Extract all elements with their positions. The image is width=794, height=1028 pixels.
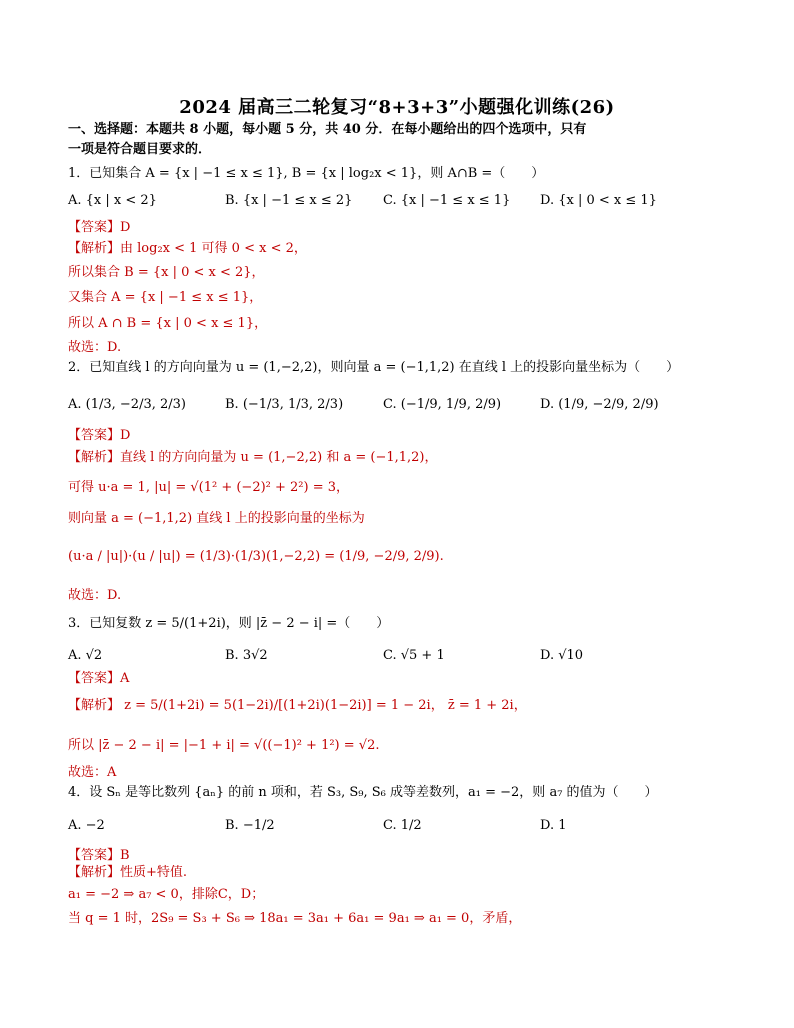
q2-option-b: B. (−1/3, 1/3, 2/3) [225, 397, 344, 412]
q2-analysis-1: 【解析】直线 l 的方向向量为 u = (1,−2,2) 和 a = (−1,1,2)， [68, 450, 438, 465]
q4-option-d: D. 1 [540, 818, 567, 833]
section-heading-line2: 一项是符合题目要求的． [68, 142, 212, 157]
q4-option-a: A. −2 [68, 818, 105, 833]
q1-answer: 【答案】D [68, 220, 131, 235]
q1-analysis-3: 又集合 A = {x | −1 ≤ x ≤ 1}， [68, 290, 263, 305]
q4-answer: 【答案】B [68, 848, 130, 863]
q4-analysis-1: 【解析】性质+特值. [68, 865, 188, 880]
q2-option-c: C. (−1/9, 1/9, 2/9) [383, 397, 502, 412]
q1-option-a: A. {x | x < 2} [68, 193, 157, 208]
q2-option-d: D. (1/9, −2/9, 2/9) [540, 397, 659, 412]
q2-analysis-2: 可得 u·a = 1, |u| = √(1² + (−2)² + 2²) = 3， [68, 480, 350, 495]
q3-answer: 【答案】A [68, 671, 130, 686]
q1-analysis-5: 故选：D. [68, 340, 122, 355]
q3-analysis-2: 所以 |z̄ − 2 − i| = |−1 + i| = √((−1)² + 1²) = √2. [68, 738, 380, 753]
q3-option-b: B. 3√2 [225, 648, 268, 663]
section-heading-line1: 一、选择题：本题共 8 小题，每小题 5 分，共 40 分．在每小题给出的四个选项中，只有 [68, 122, 587, 137]
q2-analysis-3: 则向量 a = (−1,1,2) 直线 l 上的投影向量的坐标为 [68, 511, 365, 526]
q1-stem: 1．已知集合 A = {x | −1 ≤ x ≤ 1}, B = {x | log₂x < 1}，则 A∩B =（ ） [68, 166, 545, 181]
q1-analysis-1: 【解析】由 log₂x < 1 可得 0 < x < 2， [68, 241, 307, 256]
q2-analysis-4: (u·a / |u|)·(u / |u|) = (1/3)·(1/3)(1,−2,2) = (1/9, −2/9, 2/9). [68, 549, 444, 564]
q2-analysis-5: 故选：D. [68, 588, 122, 603]
q3-analysis-3: 故选：A [68, 765, 117, 780]
q2-option-a: A. (1/3, −2/3, 2/3) [68, 397, 186, 412]
q1-analysis-4: 所以 A ∩ B = {x | 0 < x ≤ 1}， [68, 316, 268, 331]
page-title: 2024 届高三二轮复习“8+3+3”小题强化训练(26) [179, 97, 615, 118]
q4-option-b: B. −1/2 [225, 818, 275, 833]
q1-option-d: D. {x | 0 < x ≤ 1} [540, 193, 657, 208]
q4-option-c: C. 1/2 [383, 818, 422, 833]
q3-option-d: D. √10 [540, 648, 584, 663]
q3-option-a: A. √2 [68, 648, 103, 663]
q4-analysis-2: a₁ = −2 ⇒ a₇ < 0，排除C，D； [68, 887, 265, 902]
q4-analysis-3: 当 q = 1 时，2S₉ = S₃ + S₆ ⇒ 18a₁ = 3a₁ + 6a₁ = 9a₁ ⇒ a₁ = 0，矛盾， [68, 911, 522, 926]
q2-answer: 【答案】D [68, 428, 131, 443]
q4-stem: 4．设 Sₙ 是等比数列 {aₙ} 的前 n 项和，若 S₃, S₉, S₆ 成等差数列，a₁ = −2，则 a₇ 的值为（ ） [68, 785, 658, 800]
q1-option-b: B. {x | −1 ≤ x ≤ 2} [225, 193, 353, 208]
q1-analysis-2: 所以集合 B = {x | 0 < x < 2}， [68, 265, 265, 280]
q3-analysis-1: 【解析】 z = 5/(1+2i) = 5(1−2i)/[(1+2i)(1−2i)] = 1 − 2i， z̄ = 1 + 2i， [68, 698, 527, 713]
q2-stem: 2．已知直线 l 的方向向量为 u = (1,−2,2)，则向量 a = (−1,1,2) 在直线 l 上的投影向量坐标为（ ） [68, 360, 680, 375]
q3-stem: 3．已知复数 z = 5/(1+2i)，则 |z̄ − 2 − i| =（ ） [68, 616, 390, 631]
q1-option-c: C. {x | −1 ≤ x ≤ 1} [383, 193, 511, 208]
q3-option-c: C. √5 + 1 [383, 648, 445, 663]
